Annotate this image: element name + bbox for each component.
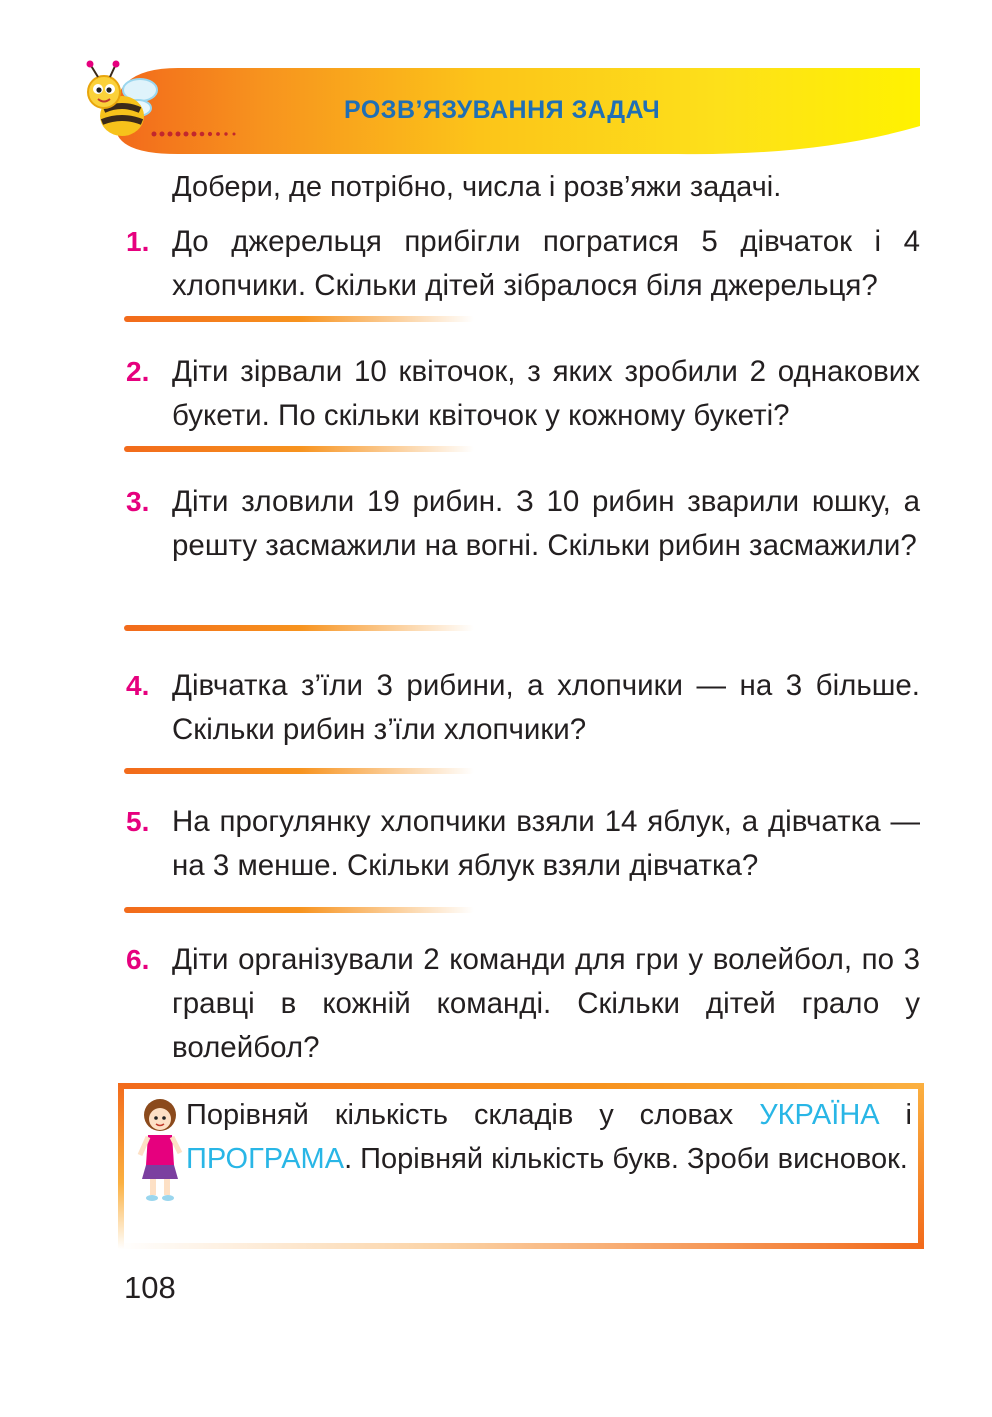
extra-task-box [118,1083,924,1249]
extra-task-text [186,1093,912,1181]
section-header [118,66,920,156]
task-text: Діти організували 2 команди для гри у волейбол, по 3 гравці в кожній команді. Скільки дітей грало у волейбол? [172,943,920,1064]
box-border [918,1083,924,1249]
dotted-trail-decoration [150,130,380,138]
answer-line [124,907,474,913]
task-number: 1. [126,226,150,257]
extra-text-part: . Порівняй кількість букв. Зроби висновок. [344,1143,908,1175]
task-number: 3. [126,486,150,517]
task-text: Дівчатка з’їли 3 рибини, а хлопчики — на 3 більше. Скільки рибин з’їли хлопчики? [172,669,920,746]
box-border [118,1083,924,1089]
answer-line [124,768,474,774]
highlight-word-ukraina: УКРАЇНА [759,1099,880,1131]
girl-illustration-icon [132,1095,190,1205]
section-title: РОЗВ’ЯЗУВАННЯ ЗАДАЧ [344,96,661,124]
task-number: 2. [126,356,150,387]
page-number: 108 [124,1270,176,1305]
task-number: 5. [126,806,150,837]
answer-line [124,316,474,322]
instruction-text: Добери, де потрібно, числа і розв’яжи задачі. [172,171,782,203]
box-border [118,1243,924,1249]
task-number: 4. [126,670,150,701]
answer-line [124,446,474,452]
task-text: До джерельця прибігли погратися 5 дівчаток і 4 хлопчики. Скільки дітей зібралося біля джерельця? [172,225,920,302]
box-border [118,1083,124,1249]
task-text: Діти зловили 19 рибин. З 10 рибин зварили юшку, а решту засмажили на вогні. Скільки рибин засмажили? [172,485,920,562]
task-text: На прогулянку хлопчики взяли 14 яблук, а дівчатка — на 3 менше. Скільки яблук взяли дівчатка? [172,805,920,882]
task-number: 6. [126,944,150,975]
extra-text-part: Порівняй кількість складів у словах [186,1099,760,1131]
extra-text-part: і [879,1099,912,1131]
answer-line [124,625,474,631]
task-text: Діти зірвали 10 квіточок, з яких зробили 2 однакових букети. По скільки квіточок у кожному букеті? [172,355,920,432]
highlight-word-programa: ПРОГРАМА [186,1143,345,1175]
